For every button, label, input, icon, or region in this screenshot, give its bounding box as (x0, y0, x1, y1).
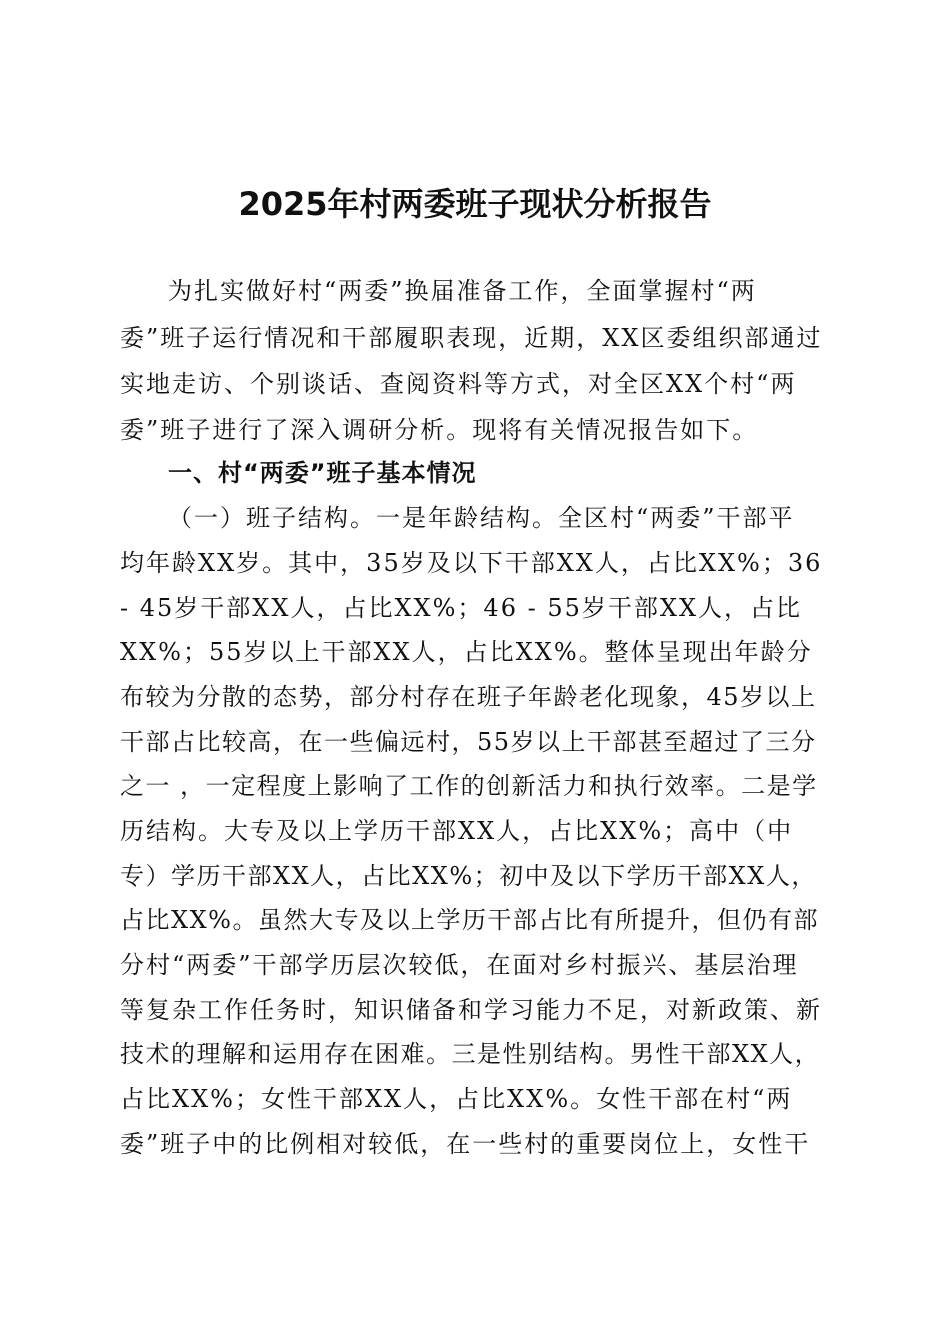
paragraph-line: 为扎实做好村“两委”换届准备工作，全面掌握村“两 (168, 277, 757, 305)
paragraph-line: 占比XX%。虽然大专及以上学历干部占比有所提升，但仍有部 (120, 906, 819, 934)
paragraph-line: 布较为分散的态势，部分村存在班子年龄老化现象，45岁以上 (120, 683, 817, 711)
paragraph-line: 占比XX%；女性干部XX人，占比XX%。女性干部在村“两 (120, 1085, 793, 1113)
paragraph-line: 专）学历干部XX人，占比XX%；初中及以下学历干部XX人， (120, 862, 817, 890)
paragraph-line: 干部占比较高，在一些偏远村，55岁以上干部甚至超过了三分 (120, 728, 817, 756)
paragraph-line: （一）班子结构。一是年龄结构。全区村“两委”干部平 (168, 504, 795, 532)
paragraph-line: XX%；55岁以上干部XX人，占比XX%。整体呈现出年龄分 (120, 638, 813, 666)
section-heading: 一、村“两委”班子基本情况 (168, 459, 477, 487)
document-title: 2025年村两委班子现状分析报告 (238, 185, 712, 223)
paragraph-line: 技术的理解和运用存在困难。三是性别结构。男性干部XX人， (120, 1040, 821, 1068)
paragraph-line: 均年龄XX岁。其中，35岁及以下干部XX人，占比XX%；36 (120, 549, 823, 577)
paragraph-line: 分村“两委”干部学历层次较低，在面对乡村振兴、基层治理 (120, 951, 799, 979)
paragraph-line: 委”班子进行了深入调研分析。现将有关情况报告如下。 (120, 416, 759, 444)
paragraph-line: 等复杂工作任务时，知识储备和学习能力不足，对新政策、新 (120, 996, 822, 1024)
paragraph-line: 委”班子运行情况和干部履职表现，近期，XX区委组织部通过 (120, 324, 823, 352)
paragraph-line: - 45岁干部XX人，占比XX%；46 - 55岁干部XX人，占比 (120, 594, 803, 622)
paragraph-line: 之一 ，一定程度上影响了工作的创新活力和执行效率。二是学 (120, 772, 818, 800)
paragraph-line: 实地走访、个别谈话、查阅资料等方式，对全区XX个村“两 (120, 370, 797, 398)
paragraph-line: 委”班子中的比例相对较低，在一些村的重要岗位上，女性干 (120, 1130, 811, 1158)
paragraph-line: 历结构。大专及以上学历干部XX人，占比XX%；高中（中 (120, 817, 794, 845)
